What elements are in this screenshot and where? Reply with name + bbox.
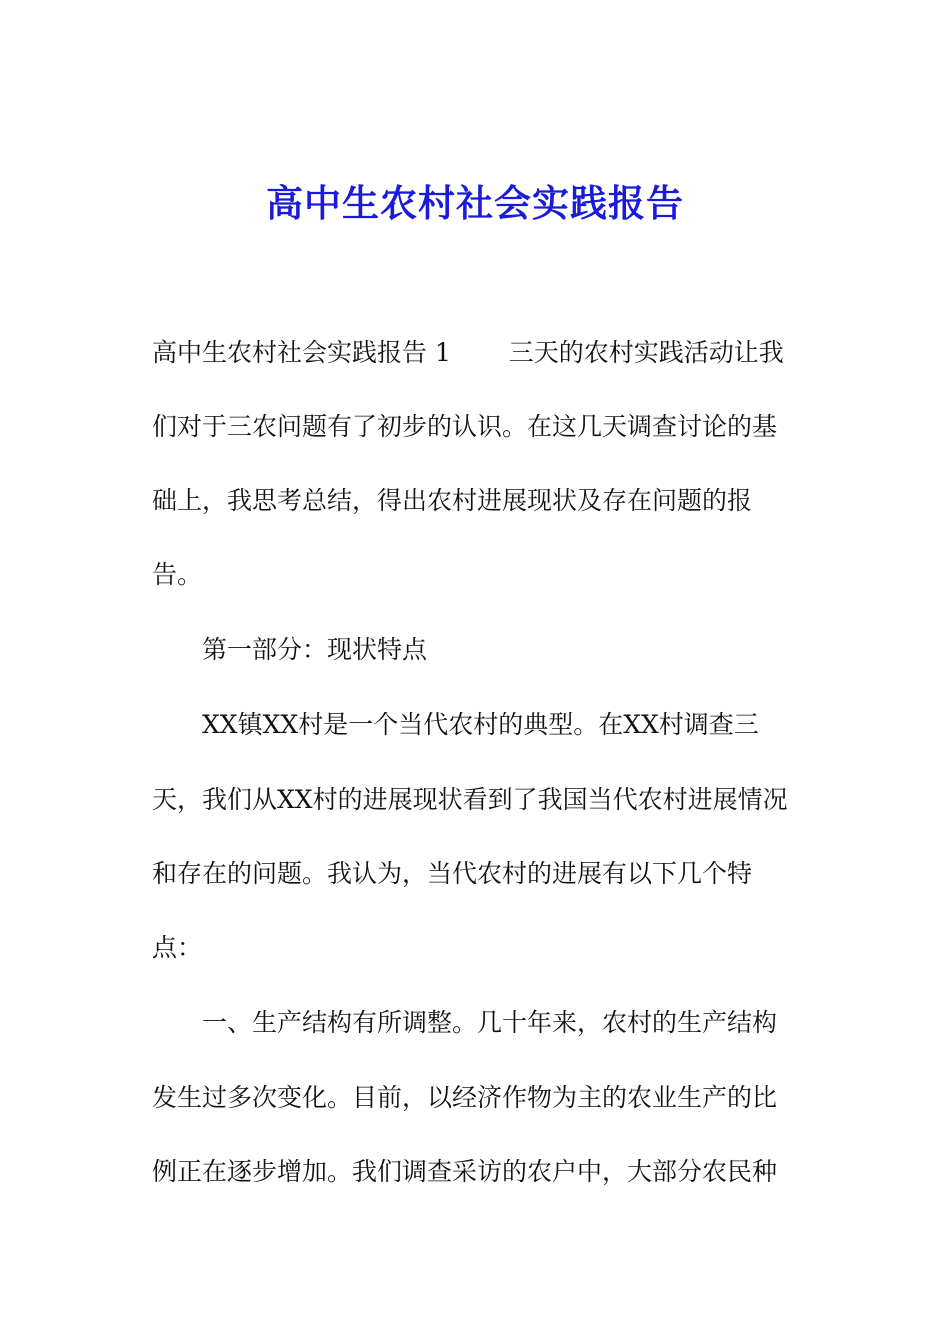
body-line: 例正在逐步增加。我们调查采访的农户中，大部分农民种 bbox=[152, 1157, 778, 1186]
body-line: 告。 bbox=[152, 560, 203, 589]
body-line: 点： bbox=[152, 933, 203, 962]
body-line: 一、生产结构有所调整。几十年来，农村的生产结构 bbox=[152, 1008, 778, 1037]
section-heading: 第一部分：现状特点 bbox=[152, 635, 428, 664]
body-line: XX镇XX村是一个当代农村的典型。在XX村调查三 bbox=[152, 710, 759, 739]
document-title: 高中生农村社会实践报告 bbox=[266, 181, 684, 225]
body-line: 高中生农村社会实践报告 1 三天的农村实践活动让我 bbox=[152, 338, 784, 367]
body-line: 们对于三农问题有了初步的认识。在这几天调查讨论的基 bbox=[152, 412, 778, 441]
body-line: 天，我们从XX村的进展现状看到了我国当代农村进展情况 bbox=[152, 785, 788, 814]
body-line: 础上，我思考总结，得出农村进展现状及存在问题的报 bbox=[152, 486, 753, 515]
body-line: 发生过多次变化。目前，以经济作物为主的农业生产的比 bbox=[152, 1083, 778, 1112]
body-line: 和存在的问题。我认为，当代农村的进展有以下几个特 bbox=[152, 859, 753, 888]
